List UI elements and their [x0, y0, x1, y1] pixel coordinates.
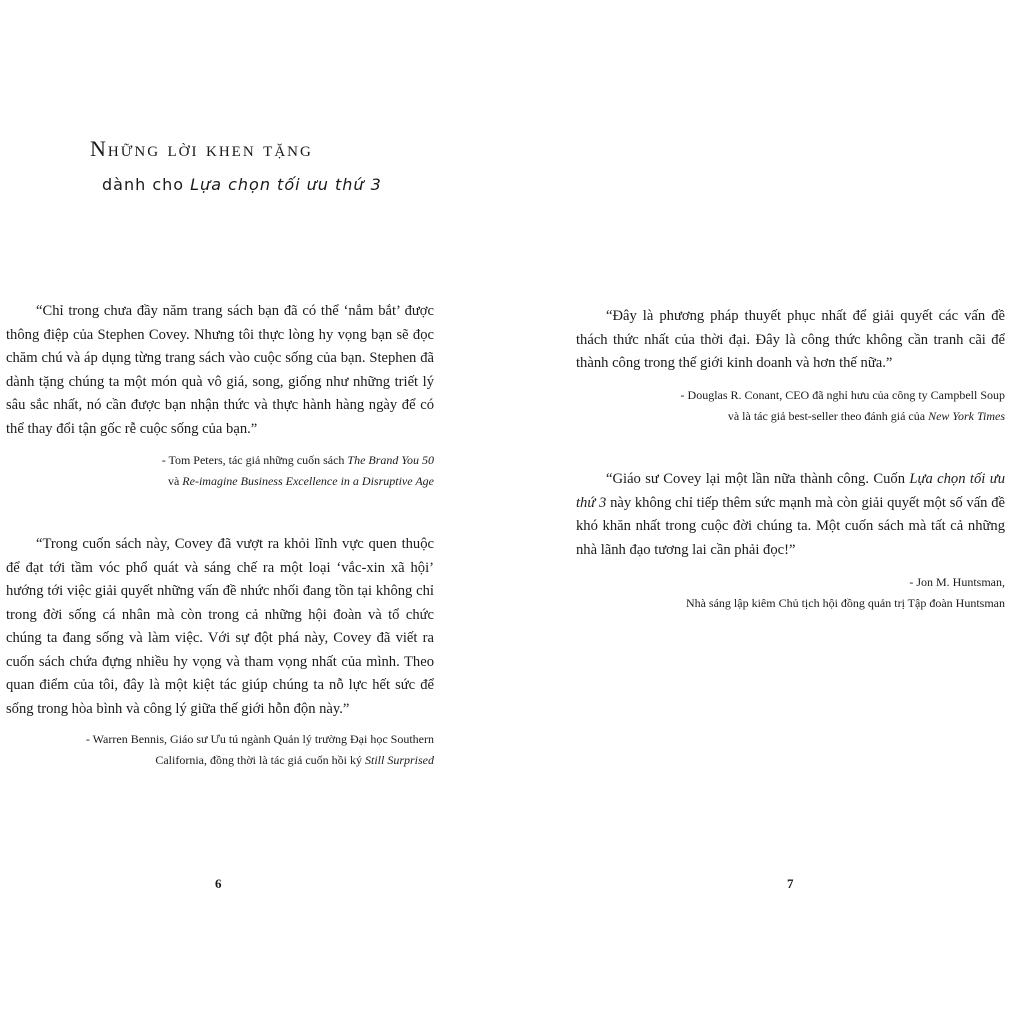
quote-tom-peters: “Chỉ trong chưa đầy năm trang sách bạn đã có thể ‘nắm bắt’ được thông điệp của Stephen Covey. Nhưng tôi thực lòng hy vọng bạn sẽ đọc chăm chú và áp dụng từng trang sách vào cuộc sống của bạn. Stephen đã dành tặng chúng ta một món quà vô giá, song, giống như những triết lý sâu sắc nhất, nó cần được bạn nhận thức và thực hành hàng ngày để có thể thay đổi tận gốc rễ cuộc sống của bạn.”	[6, 303, 434, 437]
page-heading: Những lời khen tặng	[90, 136, 313, 161]
subheading-prefix: dành cho	[102, 175, 191, 194]
attribution-line: - Tom Peters, tác giả những cuốn sách The Brand You 50	[161, 453, 434, 467]
attribution-line: - Jon M. Huntsman,	[909, 575, 1005, 589]
attribution-jon-huntsman	[686, 572, 1005, 614]
attribution-line: California, đồng thời là tác giả cuốn hồi ký Still Surprised	[155, 753, 434, 767]
right-page	[512, 0, 1024, 1024]
attribution-warren-bennis	[86, 729, 434, 771]
quote-douglas-conant: “Đây là phương pháp thuyết phục nhất để giải quyết các vấn đề thách thức nhất của thời đại. Đây là công thức không cần tranh cãi để thành công trong thế giới kinh doanh và hơn thế nữa.”	[576, 308, 1005, 371]
attribution-line: - Warren Bennis, Giáo sư Ưu tú ngành Quản lý trường Đại học Southern	[85, 732, 434, 746]
attribution-line: - Douglas R. Conant, CEO đã nghỉ hưu của công ty Campbell Soup	[680, 388, 1005, 402]
quote-warren-bennis: “Trong cuốn sách này, Covey đã vượt ra khỏi lĩnh vực quen thuộc để đạt tới tầm vóc phổ quát và sáng chế ra một loại ‘vắc-xin xã hội’ hướng tới việc giải quyết những vấn đề nhức nhối đang tồn tại không chỉ trong đời sống cá nhân mà còn trong cả những hội đoàn và tổ chức chúng ta đang sống và làm việc. Với sự đột phá này, Covey đã viết ra cuốn sách chứa đựng nhiều hy vọng và tham vọng nhất của mình. Theo quan điểm của tôi, đây là một kiệt tác giúp chúng ta nỗ lực hết sức để sống trong hòa bình và công lý giữa thế giới hỗn độn này.”	[6, 536, 434, 717]
subheading-book-title: Lựa chọn tối ưu thứ 3	[190, 175, 382, 194]
quote-jon-huntsman: “Giáo sư Covey lại một lần nữa thành công. Cuốn Lựa chọn tối ưu thứ 3 này không chỉ tiếp thêm sức mạnh mà còn giải quyết một số vấn đề khó khăn nhất trong cuộc đời chúng ta. Một cuốn sách mà tất cả những nhà lãnh đạo tương lai cần phải đọc!”	[576, 471, 1005, 558]
attribution-line: Nhà sáng lập kiêm Chủ tịch hội đồng quản trị Tập đoàn Huntsman	[685, 596, 1005, 610]
attribution-line: và là tác giả best-seller theo đánh giá của New York Times	[727, 409, 1005, 423]
attribution-douglas-conant	[681, 385, 1005, 427]
attribution-tom-peters	[162, 450, 434, 492]
page-subheading	[102, 175, 382, 194]
page-number: 7	[787, 876, 794, 891]
page-number: 6	[215, 876, 222, 891]
attribution-line: và Re-imagine Business Excellence in a Disruptive Age	[167, 474, 434, 488]
